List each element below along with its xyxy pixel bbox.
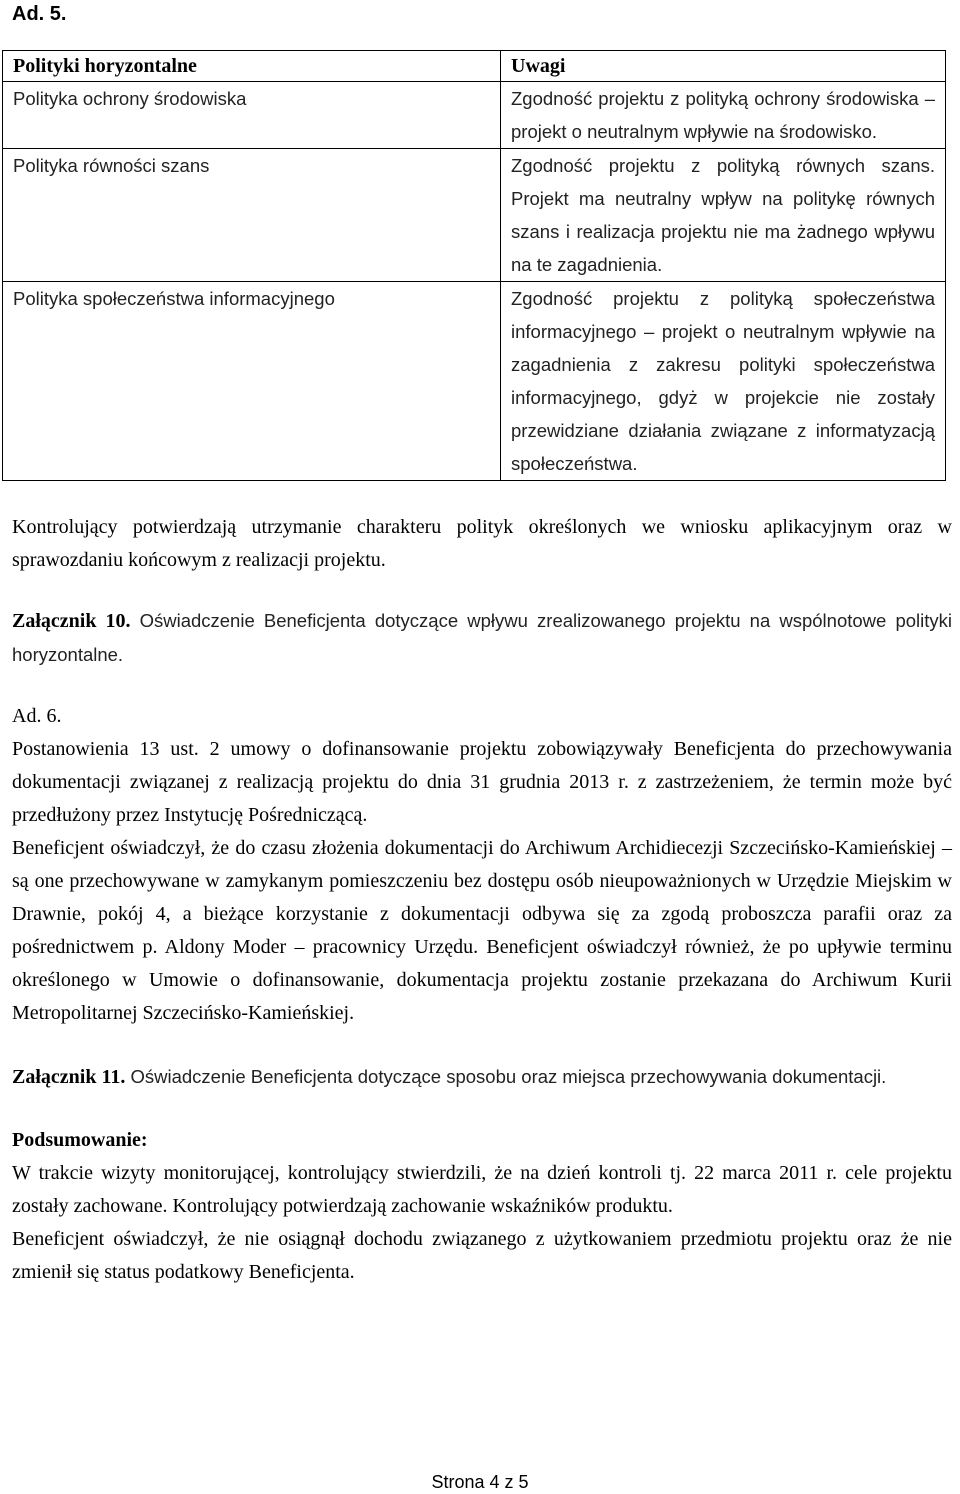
horizontal-policies-table [2,50,946,481]
annex-11-label: Załącznik 11. [12,1066,126,1088]
paragraph-summary-2: Beneficjent oświadczył, że nie osiągnął dochodu związanego z użytkowaniem przedmiotu projektu oraz że nie zmienił się status podatkowy Beneficjenta. [12,1228,952,1283]
annex-10-label: Załącznik 10. [12,610,131,632]
annex-11-text: Oświadczenie Beneficjenta dotyczące sposobu oraz miejsca przechowywania dokumentacji. [125,1066,887,1087]
policy-cell: Polityka równości szans [3,149,501,282]
annex-10-paragraph [12,604,952,672]
table-header-row [3,51,946,82]
remark-cell: Zgodność projektu z polityką równych szans. Projekt ma neutralny wpływ na politykę równych szans i realizacja projektu nie ma żadnego wpływu na te zagadnienia. [501,149,946,282]
remark-cell: Zgodność projektu z polityką społeczeństwa informacyjnego – projekt o neutralnym wpływie na zagadnienia z zakresu polityki społeczeństwa informacyjnego, gdyż w projekcie nie zostały przewidziane działania związane z informatyzacją społeczeństwa. [501,282,946,481]
table-row [3,82,946,149]
paragraph-controllers: Kontrolujący potwierdzają utrzymanie charakteru polityk określonych we wniosku aplikacyjnym oraz w sprawozdaniu końcowym z realizacji projektu. [12,516,952,571]
remark-cell: Zgodność projektu z polityką ochrony środowiska – projekt o neutralnym wpływie na środowisko. [501,82,946,149]
policy-cell: Polityka społeczeństwa informacyjnego [3,282,501,481]
policy-cell: Polityka ochrony środowiska [3,82,501,149]
summary-heading: Podsumowanie: [12,1129,148,1151]
annex-10-text: Oświadczenie Beneficjenta dotyczące wpływu zrealizowanego projektu na wspólnotowe polityki horyzontalne. [12,610,952,665]
page-footer: Strona 4 z 5 [431,1472,529,1492]
document-page [12,0,952,1289]
section-heading-ad5: Ad. 5. [12,3,67,25]
table-row [3,149,946,282]
table-header-remarks: Uwagi [501,51,946,82]
table-header-policies: Polityki horyzontalne [3,51,501,82]
table-row [3,282,946,481]
paragraph-archive: Beneficjent oświadczył, że do czasu złożenia dokumentacji do Archiwum Archidiecezji Szczecińsko-Kamieńskiej – są one przechowywane w zamykanym pomieszczeniu bez dostępu osób nieupoważnionych w Urzędzie Miejskim w Drawnie, pokój 4, a bieżące korzystanie z dokumentacji odbywa się za zgodą proboszcza parafii oraz za pośrednictwem p. Aldony Moder – pracownicy Urzędu. Beneficjent oświadczył również, że po upływie terminu określonego w Umowie o dofinansowanie, dokumentacja projektu zostanie przekazana do Archiwum Kurii Metropolitarnej Szczecińsko-Kamieńskiej. [12,837,952,1024]
annex-11-paragraph [12,1060,952,1094]
paragraph-summary-1: W trakcie wizyty monitorującej, kontrolujący stwierdzili, że na dzień kontroli tj. 22 marca 2011 r. cele projektu zostały zachowane. Kontrolujący potwierdzają zachowanie wskaźników produktu. [12,1162,952,1217]
section-heading-ad6: Ad. 6. [12,705,62,727]
paragraph-provisions: Postanowienia 13 ust. 2 umowy o dofinansowanie projektu zobowiązywały Beneficjenta do przechowywania dokumentacji związanej z realizacją projektu do dnia 31 grudnia 2013 r. z zastrzeżeniem, że termin może być przedłużony przez Instytucję Pośredniczącą. [12,738,952,826]
